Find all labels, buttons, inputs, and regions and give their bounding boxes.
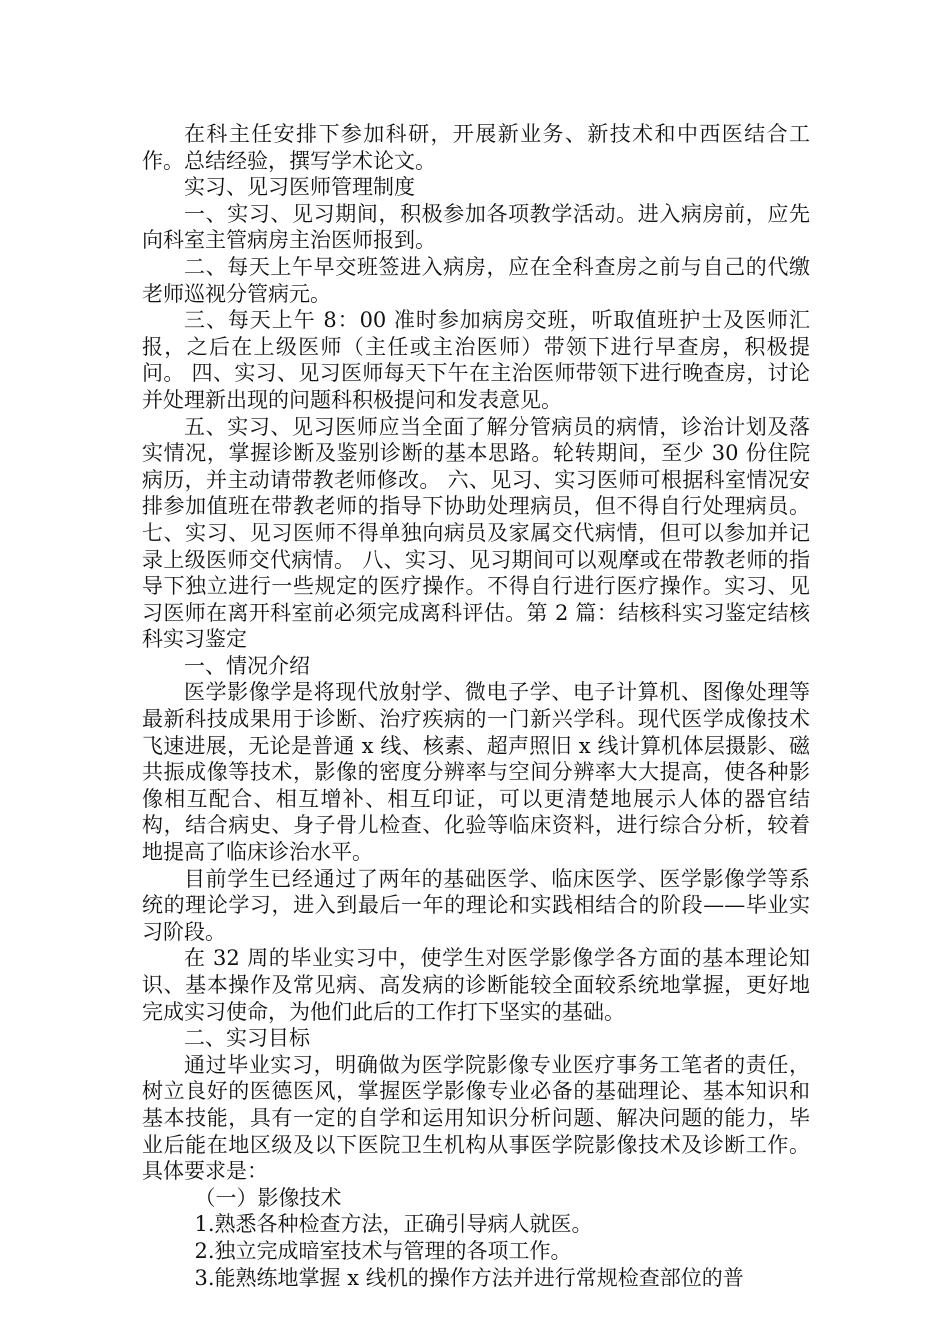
paragraph: 二、每天上午早交班签进入病房，应在全科查房之前与自己的代缴老师巡视分管病元。 xyxy=(142,254,810,306)
paragraph: 一、实习、见习期间，积极参加各项教学活动。进入病房前，应先向科室主管病房主治医师报到。 xyxy=(142,201,810,253)
section-heading: 一、情况介绍 xyxy=(184,653,310,678)
paragraph: 五、实习、见习医师应当全面了解分管病员的病情，诊治计划及落实情况，掌握诊断及鉴别诊断的基本思路。轮转期间，至少 30 份住院病历，并主动请带教老师修改。 六、见习、实习医师可根据科室情况安排参加值班在带教老师的指导下协助处理病员，但不得自行处理病员。 七、实习、见习医师不得单独向病员及家属交代病情，但可以参加并记录上级医师交代病情。 八、实习、见习期间可以观摩或在带教老师的指导下独立进行一些规定的医疗操作。不得自行进行医疗操作。实习、见习医师在离开科室前必须完成离科评估。第 2 篇：结核科实习鉴定结核科实习鉴定 xyxy=(142,414,810,652)
list-item: 2.独立完成暗室技术与管理的各项工作。 xyxy=(194,1238,572,1263)
document-body xyxy=(142,121,810,1291)
paragraph: 通过毕业实习，明确做为医学院影像专业医疗事务工笔者的责任，树立良好的医德医风，掌握医学影像专业必备的基础理论、基本知识和基本技能，具有一定的自学和运用知识分析问题、解决问题的能力，毕业后能在地区级及以下医院卫生机构从事医学院影像技术及诊断工作。具体要求是： xyxy=(142,1052,810,1184)
paragraph: 在 32 周的毕业实习中，使学生对医学影像学各方面的基本理论知识、基本操作及常见病、高发病的诊断能较全面较系统地掌握，更好地完成实习使命，为他们此后的工作打下坚实的基础。 xyxy=(142,946,810,1024)
paragraph: 医学影像学是将现代放射学、微电子学、电子计算机、图像处理等最新科技成果用于诊断、治疗疾病的一门新兴学科。现代医学成像技术飞速进展，无论是普通 x 线、核素、超声照旧 x 线计算机体层摄影、磁共振成像等技术，影像的密度分辨率与空间分辨率大大提高，使各种影像相互配合、相互增补、相互印证，可以更清楚地展示人体的器官结构，结合病史、身子骨儿检查、化验等临床资料，进行综合分析，较着地提高了临床诊治水平。 xyxy=(142,680,810,865)
list-item: 1.熟悉各种检查方法，正确引导病人就医。 xyxy=(194,1212,593,1237)
section-heading: 二、实习目标 xyxy=(184,1026,310,1051)
paragraph: 目前学生已经通过了两年的基础医学、临床医学、医学影像学等系统的理论学习，进入到最后一年的理论和实践相结合的阶段——毕业实习阶段。 xyxy=(142,866,810,944)
subsection-heading: （一）影像技术 xyxy=(194,1185,342,1210)
section-heading: 实习、见习医师管理制度 xyxy=(184,175,415,200)
list-item: 3.能熟练地掌握 x 线机的操作方法并进行常规检查部位的普 xyxy=(194,1265,744,1290)
paragraph: 三、每天上午 8：00 准时参加病房交班，听取值班护士及医师汇报，之后在上级医师（主任或主治医师）带领下进行早查房，积极提问。 四、实习、见习医师每天下午在主治医师带领下进行晚查房，讨论并处理新出现的问题科积极提问和发表意见。 xyxy=(142,308,810,412)
paragraph: 在科主任安排下参加科研，开展新业务、新技术和中西医结合工作。总结经验，撰写学术论文。 xyxy=(142,122,810,173)
